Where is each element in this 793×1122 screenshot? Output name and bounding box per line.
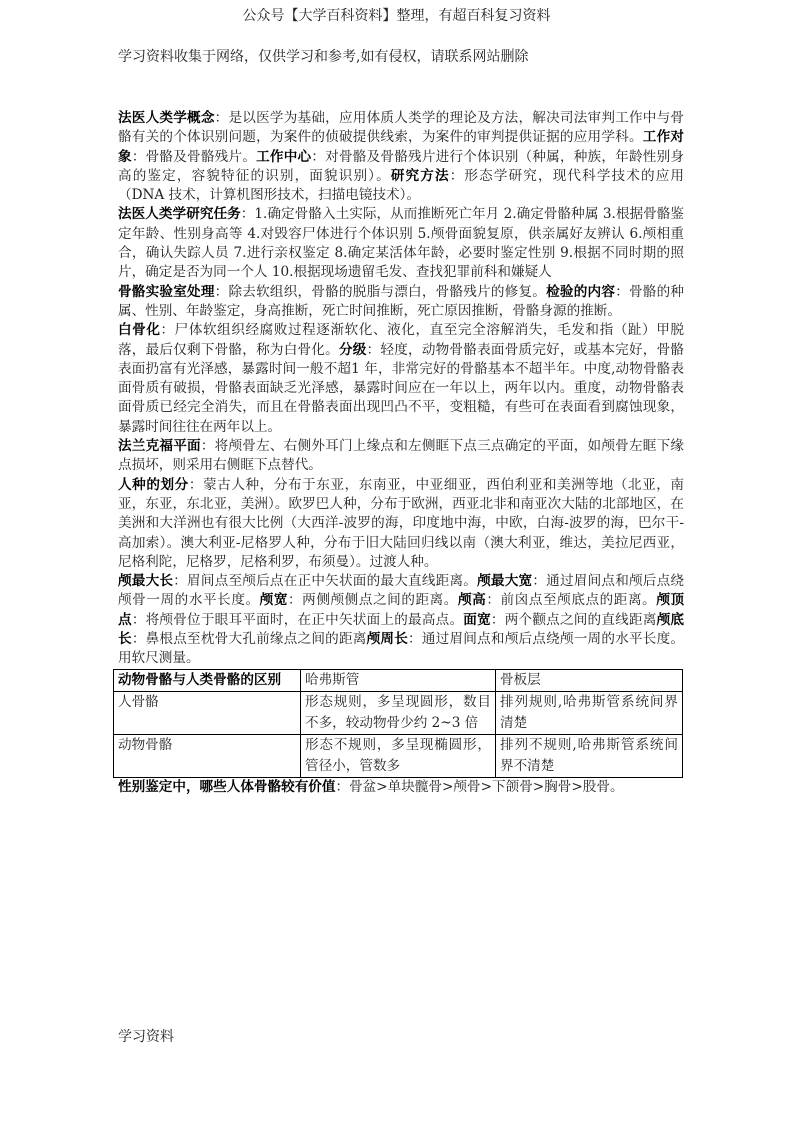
term-heading: 骨骼实验室处理	[118, 283, 215, 300]
term-heading: 颅底长	[118, 611, 685, 648]
paragraph-text: ：眉间点至颅后点在正中矢状面的最大直线距离。	[173, 573, 478, 590]
term-heading: 法医人类学研究任务	[118, 206, 241, 223]
paragraph-text: ：轻度，动物骨骼表面骨质完好，或基本完好，骨骼表面扔富有光泽感，暴露时间一般不超1 年，非常完好的骨骼基本不超半年。中度,动物骨骼表面骨质有破损，骨骼表面缺乏光泽感，暴露时间应在一年以上，两年以内。重度，动物骨骼表面骨质已经完全消失，而且在骨骼表面出现凹凸不平，变粗糙，有些可在表面看到腐蚀现象，暴露时间往往在两年以上。	[118, 341, 685, 435]
paragraph-text: ：骨骼及骨骼残片。	[131, 148, 257, 165]
bone-comparison-table	[113, 669, 683, 778]
table-header-row	[114, 669, 683, 691]
term-heading: 性别鉴定中，哪些人体骨骼较有价值	[118, 778, 336, 795]
paragraph	[118, 109, 684, 205]
paragraph-text: ：骨盆>单块髋骨>颅骨>下颌骨>胸骨>股骨。	[335, 778, 624, 795]
table-row	[114, 734, 683, 777]
paragraph-text: ：骨骼的种属、性别、年龄鉴定，身高推断，死亡时间推断，死亡原因推断，骨骼身源的推断。	[118, 283, 685, 319]
term-heading: 法医人类学概念	[118, 110, 215, 126]
paragraph-text: ：两个颧点之间的直线距离	[490, 611, 657, 628]
disclaimer: 学习资料收集于网络，仅供学习和参考,如有侵权，请联系网站删除	[118, 49, 529, 65]
term-heading: 颅高	[457, 592, 487, 609]
paragraph-text: ：除去软组织，骨骼的脱脂与漂白，骨骼残片的修复。	[214, 283, 547, 300]
paragraph-text: ：鼻根点至枕骨大孔前缘点之间的距离	[131, 631, 367, 648]
page-header: 公众号【大学百科资料】整理，有超百科复习资料	[242, 8, 551, 24]
paragraph-text: ：对骨骼及骨骼残片进行个体识别（种属，种族，年龄性别身高的鉴定，容貌特征的识别，面貌识别）。	[118, 148, 685, 184]
paragraph-text: ：前囟点至颅底点的距离。	[486, 592, 657, 609]
paragraph	[118, 437, 684, 476]
table-cell: 排列不规则,哈弗斯管系统间界不清楚	[496, 734, 683, 777]
table-header-cell: 哈弗斯管	[301, 669, 496, 691]
term-heading: 分级	[338, 341, 367, 358]
table-header-cell: 动物骨骼与人类骨骼的区别	[114, 669, 301, 691]
term-heading: 面宽	[463, 611, 491, 628]
table-row	[114, 691, 683, 734]
page-footer: 学习资料	[118, 1029, 174, 1045]
paragraph-text: ：1.确定骨骼入土实际，从而推断死亡年月 2.确定骨骼种属 3.根据骨骼鉴定年龄、性别身高等 4.对毁容尸体进行个体识别 5.颅骨面貌复原，供亲属好友辨认 6.颅相重合，确认失踪人员 7.进行亲权鉴定 8.确定某活体年龄，必要时鉴定性别 9.根据不同时期的照片，确定是否为同一个人 10.根据现场遗留毛发、查找犯罪前科和嫌疑人	[118, 206, 684, 281]
term-heading: 研究方法	[390, 167, 450, 184]
table-cell: 排列规则,哈弗斯管系统间界清楚	[496, 691, 683, 734]
paragraph	[118, 283, 684, 322]
paragraphs	[118, 109, 684, 669]
document-body	[118, 109, 684, 797]
table-cell: 动物骨骼	[114, 734, 301, 777]
table-cell: 形态规则，多呈现圆形，数目不多，较动物骨少约 2~3 倍	[301, 691, 496, 734]
term-heading: 工作对象	[118, 129, 685, 165]
term-heading: 颅顶点	[118, 592, 685, 628]
paragraph-text: ：蒙古人种，分布于东亚，东南亚，中亚细亚，西伯利亚和美洲等地（北亚，南亚，东亚，东北亚，美洲）。欧罗巴人种，分布于欧洲，西亚北非和南亚次大陆的北部地区，在美洲和大洋洲也有很大比例（大西洋-波罗的海，印度地中海，中欧，白海-波罗的海，巴尔干-高加索）。澳大利亚-尼格罗人种，分布于旧大陆回归线以南（澳大利亚，维达，美拉尼西亚，尼格利陀，尼格罗，尼格利罗，布须曼）。过渡人种。	[118, 476, 685, 570]
term-heading: 工作中心	[256, 148, 312, 165]
term-heading: 颅宽	[259, 592, 288, 609]
table-cell: 人骨骼	[114, 691, 301, 734]
paragraph-text: ：尸体软组织经腐败过程逐渐软化、液化，直至完全溶解消失，毛发和指（趾）甲脱落，最后仅剩下骨骼，称为白骨化。	[118, 322, 685, 358]
term-heading: 检验的内容	[546, 283, 616, 300]
table-header-cell: 骨板层	[496, 669, 683, 691]
paragraph-text: ：是以医学为基础，应用体质人类学的理论及方法，解决司法审判工作中与骨骼有关的个体识别问题，为案件的侦破提供线索，为案件的审判提供证据的应用学科。	[118, 110, 684, 146]
paragraph-text: ：两侧颅侧点之间的距离。	[288, 592, 458, 609]
paragraph-text: ：将颅骨位于眼耳平面时，在正中矢状面上的最高点。	[131, 611, 464, 628]
term-heading: 颅周长	[366, 631, 409, 648]
paragraph-text: ：形态学研究，现代科学技术的应用（DNA 技术，计算机图形技术，扫描电镜技术）。	[118, 167, 685, 204]
paragraph	[118, 321, 684, 437]
term-heading: 颅最大宽	[477, 573, 533, 590]
closing-paragraph	[118, 778, 684, 797]
term-heading: 颅最大长	[118, 573, 174, 590]
paragraph-text: ：将颅骨左、右侧外耳门上缘点和左侧眶下点三点确定的平面，如颅骨左眶下缘点损坏，则采用右侧眶下点替代。	[118, 438, 685, 474]
table-cell: 形态不规则，多呈现椭圆形，管径小，管数多	[301, 734, 496, 777]
paragraph	[118, 476, 684, 572]
paragraph	[118, 205, 684, 282]
paragraph	[118, 572, 684, 668]
paragraph-text: ：通过眉间点和颅后点绕颅一周的水平长度。用软尺测量。	[118, 631, 685, 667]
term-heading: 法兰克福平面	[118, 438, 201, 455]
term-heading: 白骨化	[118, 322, 161, 339]
term-heading: 人种的划分	[118, 476, 189, 493]
paragraph-text: ：通过眉间点和颅后点绕颅骨一周的水平长度。	[118, 573, 685, 609]
